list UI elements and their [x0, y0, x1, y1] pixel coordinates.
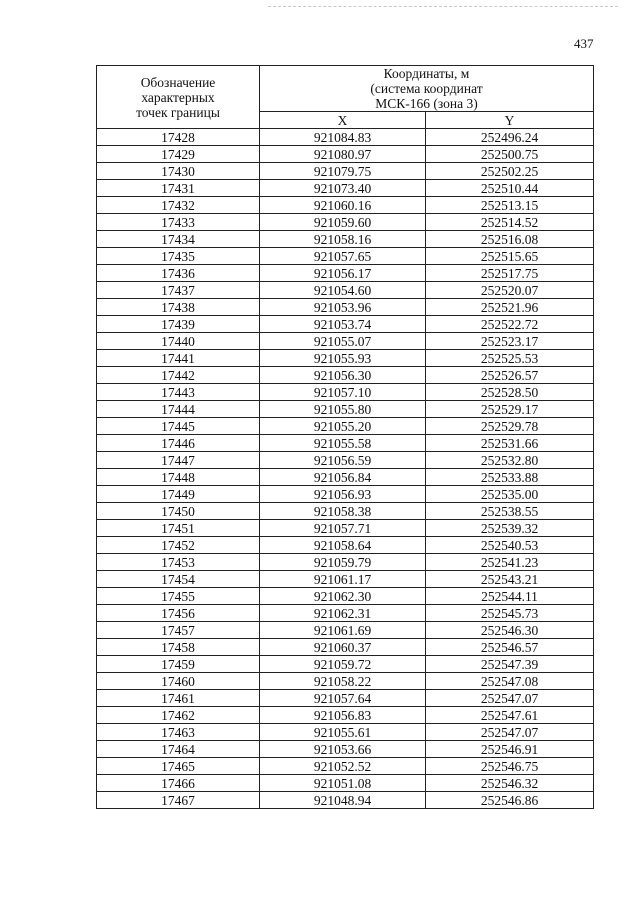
- y-cell: 252510.44: [426, 180, 594, 197]
- y-cell: 252514.52: [426, 214, 594, 231]
- table-row: [97, 588, 594, 605]
- y-cell: 252532.80: [426, 452, 594, 469]
- y-cell: 252528.50: [426, 384, 594, 401]
- y-cell: 252517.75: [426, 265, 594, 282]
- y-cell: 252500.75: [426, 146, 594, 163]
- scan-top-edge-line: [268, 6, 618, 7]
- table-row: [97, 333, 594, 350]
- y-cell: 252496.24: [426, 129, 594, 146]
- y-cell: 252539.32: [426, 520, 594, 537]
- y-cell: 252546.32: [426, 775, 594, 792]
- table-row: [97, 605, 594, 622]
- y-cell: 252547.39: [426, 656, 594, 673]
- x-cell: 921056.93: [260, 486, 426, 503]
- x-cell: 921055.20: [260, 418, 426, 435]
- page-number: 437: [574, 36, 594, 51]
- table-row: [97, 724, 594, 741]
- table-row: [97, 282, 594, 299]
- point-id-cell: 17467: [97, 792, 260, 809]
- point-id-cell: 17448: [97, 469, 260, 486]
- x-cell: 921055.61: [260, 724, 426, 741]
- table-row: [97, 316, 594, 333]
- table-row: [97, 197, 594, 214]
- point-id-cell: 17431: [97, 180, 260, 197]
- point-id-cell: 17435: [97, 248, 260, 265]
- point-id-cell: 17450: [97, 503, 260, 520]
- table-row: [97, 486, 594, 503]
- point-id-cell: 17465: [97, 758, 260, 775]
- point-id-cell: 17446: [97, 435, 260, 452]
- point-id-cell: 17442: [97, 367, 260, 384]
- y-cell: 252540.53: [426, 537, 594, 554]
- x-cell: 921057.10: [260, 384, 426, 401]
- x-cell: 921061.17: [260, 571, 426, 588]
- x-cell: 921057.64: [260, 690, 426, 707]
- table-row: [97, 401, 594, 418]
- y-cell: 252516.08: [426, 231, 594, 248]
- table-row: [97, 707, 594, 724]
- y-cell: 252541.23: [426, 554, 594, 571]
- table-row: [97, 469, 594, 486]
- point-id-cell: 17455: [97, 588, 260, 605]
- x-cell: 921062.31: [260, 605, 426, 622]
- x-cell: 921055.07: [260, 333, 426, 350]
- point-id-cell: 17456: [97, 605, 260, 622]
- y-cell: 252546.91: [426, 741, 594, 758]
- header-y: Y: [426, 112, 594, 129]
- y-cell: 252529.78: [426, 418, 594, 435]
- point-id-cell: 17432: [97, 197, 260, 214]
- x-cell: 921060.37: [260, 639, 426, 656]
- y-cell: 252546.30: [426, 622, 594, 639]
- table-row: [97, 741, 594, 758]
- point-id-cell: 17444: [97, 401, 260, 418]
- table-row: [97, 571, 594, 588]
- table-row: [97, 384, 594, 401]
- table-row: [97, 231, 594, 248]
- table-row: [97, 248, 594, 265]
- table-row: [97, 758, 594, 775]
- y-cell: 252525.53: [426, 350, 594, 367]
- x-cell: 921052.52: [260, 758, 426, 775]
- point-id-cell: 17429: [97, 146, 260, 163]
- y-cell: 252546.75: [426, 758, 594, 775]
- point-id-cell: 17459: [97, 656, 260, 673]
- table-row: [97, 656, 594, 673]
- x-cell: 921053.96: [260, 299, 426, 316]
- x-cell: 921048.94: [260, 792, 426, 809]
- table-row: [97, 775, 594, 792]
- x-cell: 921053.66: [260, 741, 426, 758]
- x-cell: 921062.30: [260, 588, 426, 605]
- table-row: [97, 452, 594, 469]
- y-cell: 252547.61: [426, 707, 594, 724]
- x-cell: 921059.60: [260, 214, 426, 231]
- x-cell: 921058.64: [260, 537, 426, 554]
- table-row: [97, 622, 594, 639]
- y-cell: 252546.57: [426, 639, 594, 656]
- table-row: [97, 214, 594, 231]
- table-row: [97, 435, 594, 452]
- point-id-cell: 17449: [97, 486, 260, 503]
- table-row: [97, 639, 594, 656]
- x-cell: 921056.83: [260, 707, 426, 724]
- table-row: [97, 367, 594, 384]
- point-id-cell: 17447: [97, 452, 260, 469]
- table-row: [97, 792, 594, 809]
- y-cell: 252547.07: [426, 724, 594, 741]
- table-row: [97, 350, 594, 367]
- point-id-cell: 17434: [97, 231, 260, 248]
- point-id-cell: 17430: [97, 163, 260, 180]
- x-cell: 921079.75: [260, 163, 426, 180]
- y-cell: 252515.65: [426, 248, 594, 265]
- y-cell: 252502.25: [426, 163, 594, 180]
- header-x: X: [260, 112, 426, 129]
- x-cell: 921056.17: [260, 265, 426, 282]
- y-cell: 252545.73: [426, 605, 594, 622]
- x-cell: 921060.16: [260, 197, 426, 214]
- point-id-cell: 17433: [97, 214, 260, 231]
- table-row: [97, 180, 594, 197]
- table-row: [97, 554, 594, 571]
- point-id-cell: 17460: [97, 673, 260, 690]
- table-row: [97, 299, 594, 316]
- x-cell: 921056.59: [260, 452, 426, 469]
- point-id-cell: 17457: [97, 622, 260, 639]
- table-row: [97, 129, 594, 146]
- table-row: [97, 673, 594, 690]
- x-cell: 921084.83: [260, 129, 426, 146]
- x-cell: 921056.84: [260, 469, 426, 486]
- y-cell: 252533.88: [426, 469, 594, 486]
- point-id-cell: 17443: [97, 384, 260, 401]
- y-cell: 252546.86: [426, 792, 594, 809]
- table-row: [97, 537, 594, 554]
- header-point-designation: Обозначение характерных точек границы: [97, 66, 260, 129]
- point-id-cell: 17445: [97, 418, 260, 435]
- point-id-cell: 17439: [97, 316, 260, 333]
- table-row: [97, 265, 594, 282]
- point-id-cell: 17462: [97, 707, 260, 724]
- point-id-cell: 17441: [97, 350, 260, 367]
- y-cell: 252547.07: [426, 690, 594, 707]
- x-cell: 921055.93: [260, 350, 426, 367]
- table-body: [97, 129, 594, 809]
- table-row: [97, 690, 594, 707]
- x-cell: 921051.08: [260, 775, 426, 792]
- y-cell: 252535.00: [426, 486, 594, 503]
- table-row: [97, 146, 594, 163]
- y-cell: 252520.07: [426, 282, 594, 299]
- x-cell: 921053.74: [260, 316, 426, 333]
- y-cell: 252543.21: [426, 571, 594, 588]
- x-cell: 921058.22: [260, 673, 426, 690]
- x-cell: 921057.71: [260, 520, 426, 537]
- x-cell: 921054.60: [260, 282, 426, 299]
- table-row: [97, 520, 594, 537]
- x-cell: 921058.16: [260, 231, 426, 248]
- x-cell: 921059.72: [260, 656, 426, 673]
- point-id-cell: 17461: [97, 690, 260, 707]
- point-id-cell: 17463: [97, 724, 260, 741]
- header-coordinates: Координаты, м (система координат МСК-166 (зона 3): [260, 66, 594, 112]
- x-cell: 921057.65: [260, 248, 426, 265]
- point-id-cell: 17454: [97, 571, 260, 588]
- x-cell: 921061.69: [260, 622, 426, 639]
- x-cell: 921055.80: [260, 401, 426, 418]
- y-cell: 252513.15: [426, 197, 594, 214]
- x-cell: 921073.40: [260, 180, 426, 197]
- point-id-cell: 17466: [97, 775, 260, 792]
- y-cell: 252547.08: [426, 673, 594, 690]
- table-row: [97, 418, 594, 435]
- table-row: [97, 503, 594, 520]
- point-id-cell: 17436: [97, 265, 260, 282]
- point-id-cell: 17440: [97, 333, 260, 350]
- x-cell: 921058.38: [260, 503, 426, 520]
- point-id-cell: 17451: [97, 520, 260, 537]
- x-cell: 921055.58: [260, 435, 426, 452]
- point-id-cell: 17428: [97, 129, 260, 146]
- point-id-cell: 17453: [97, 554, 260, 571]
- y-cell: 252529.17: [426, 401, 594, 418]
- y-cell: 252526.57: [426, 367, 594, 384]
- y-cell: 252538.55: [426, 503, 594, 520]
- x-cell: 921059.79: [260, 554, 426, 571]
- x-cell: 921080.97: [260, 146, 426, 163]
- y-cell: 252521.96: [426, 299, 594, 316]
- coordinates-table: [96, 65, 594, 809]
- y-cell: 252523.17: [426, 333, 594, 350]
- table-row: [97, 163, 594, 180]
- y-cell: 252531.66: [426, 435, 594, 452]
- y-cell: 252544.11: [426, 588, 594, 605]
- x-cell: 921056.30: [260, 367, 426, 384]
- point-id-cell: 17464: [97, 741, 260, 758]
- point-id-cell: 17452: [97, 537, 260, 554]
- point-id-cell: 17437: [97, 282, 260, 299]
- point-id-cell: 17438: [97, 299, 260, 316]
- y-cell: 252522.72: [426, 316, 594, 333]
- point-id-cell: 17458: [97, 639, 260, 656]
